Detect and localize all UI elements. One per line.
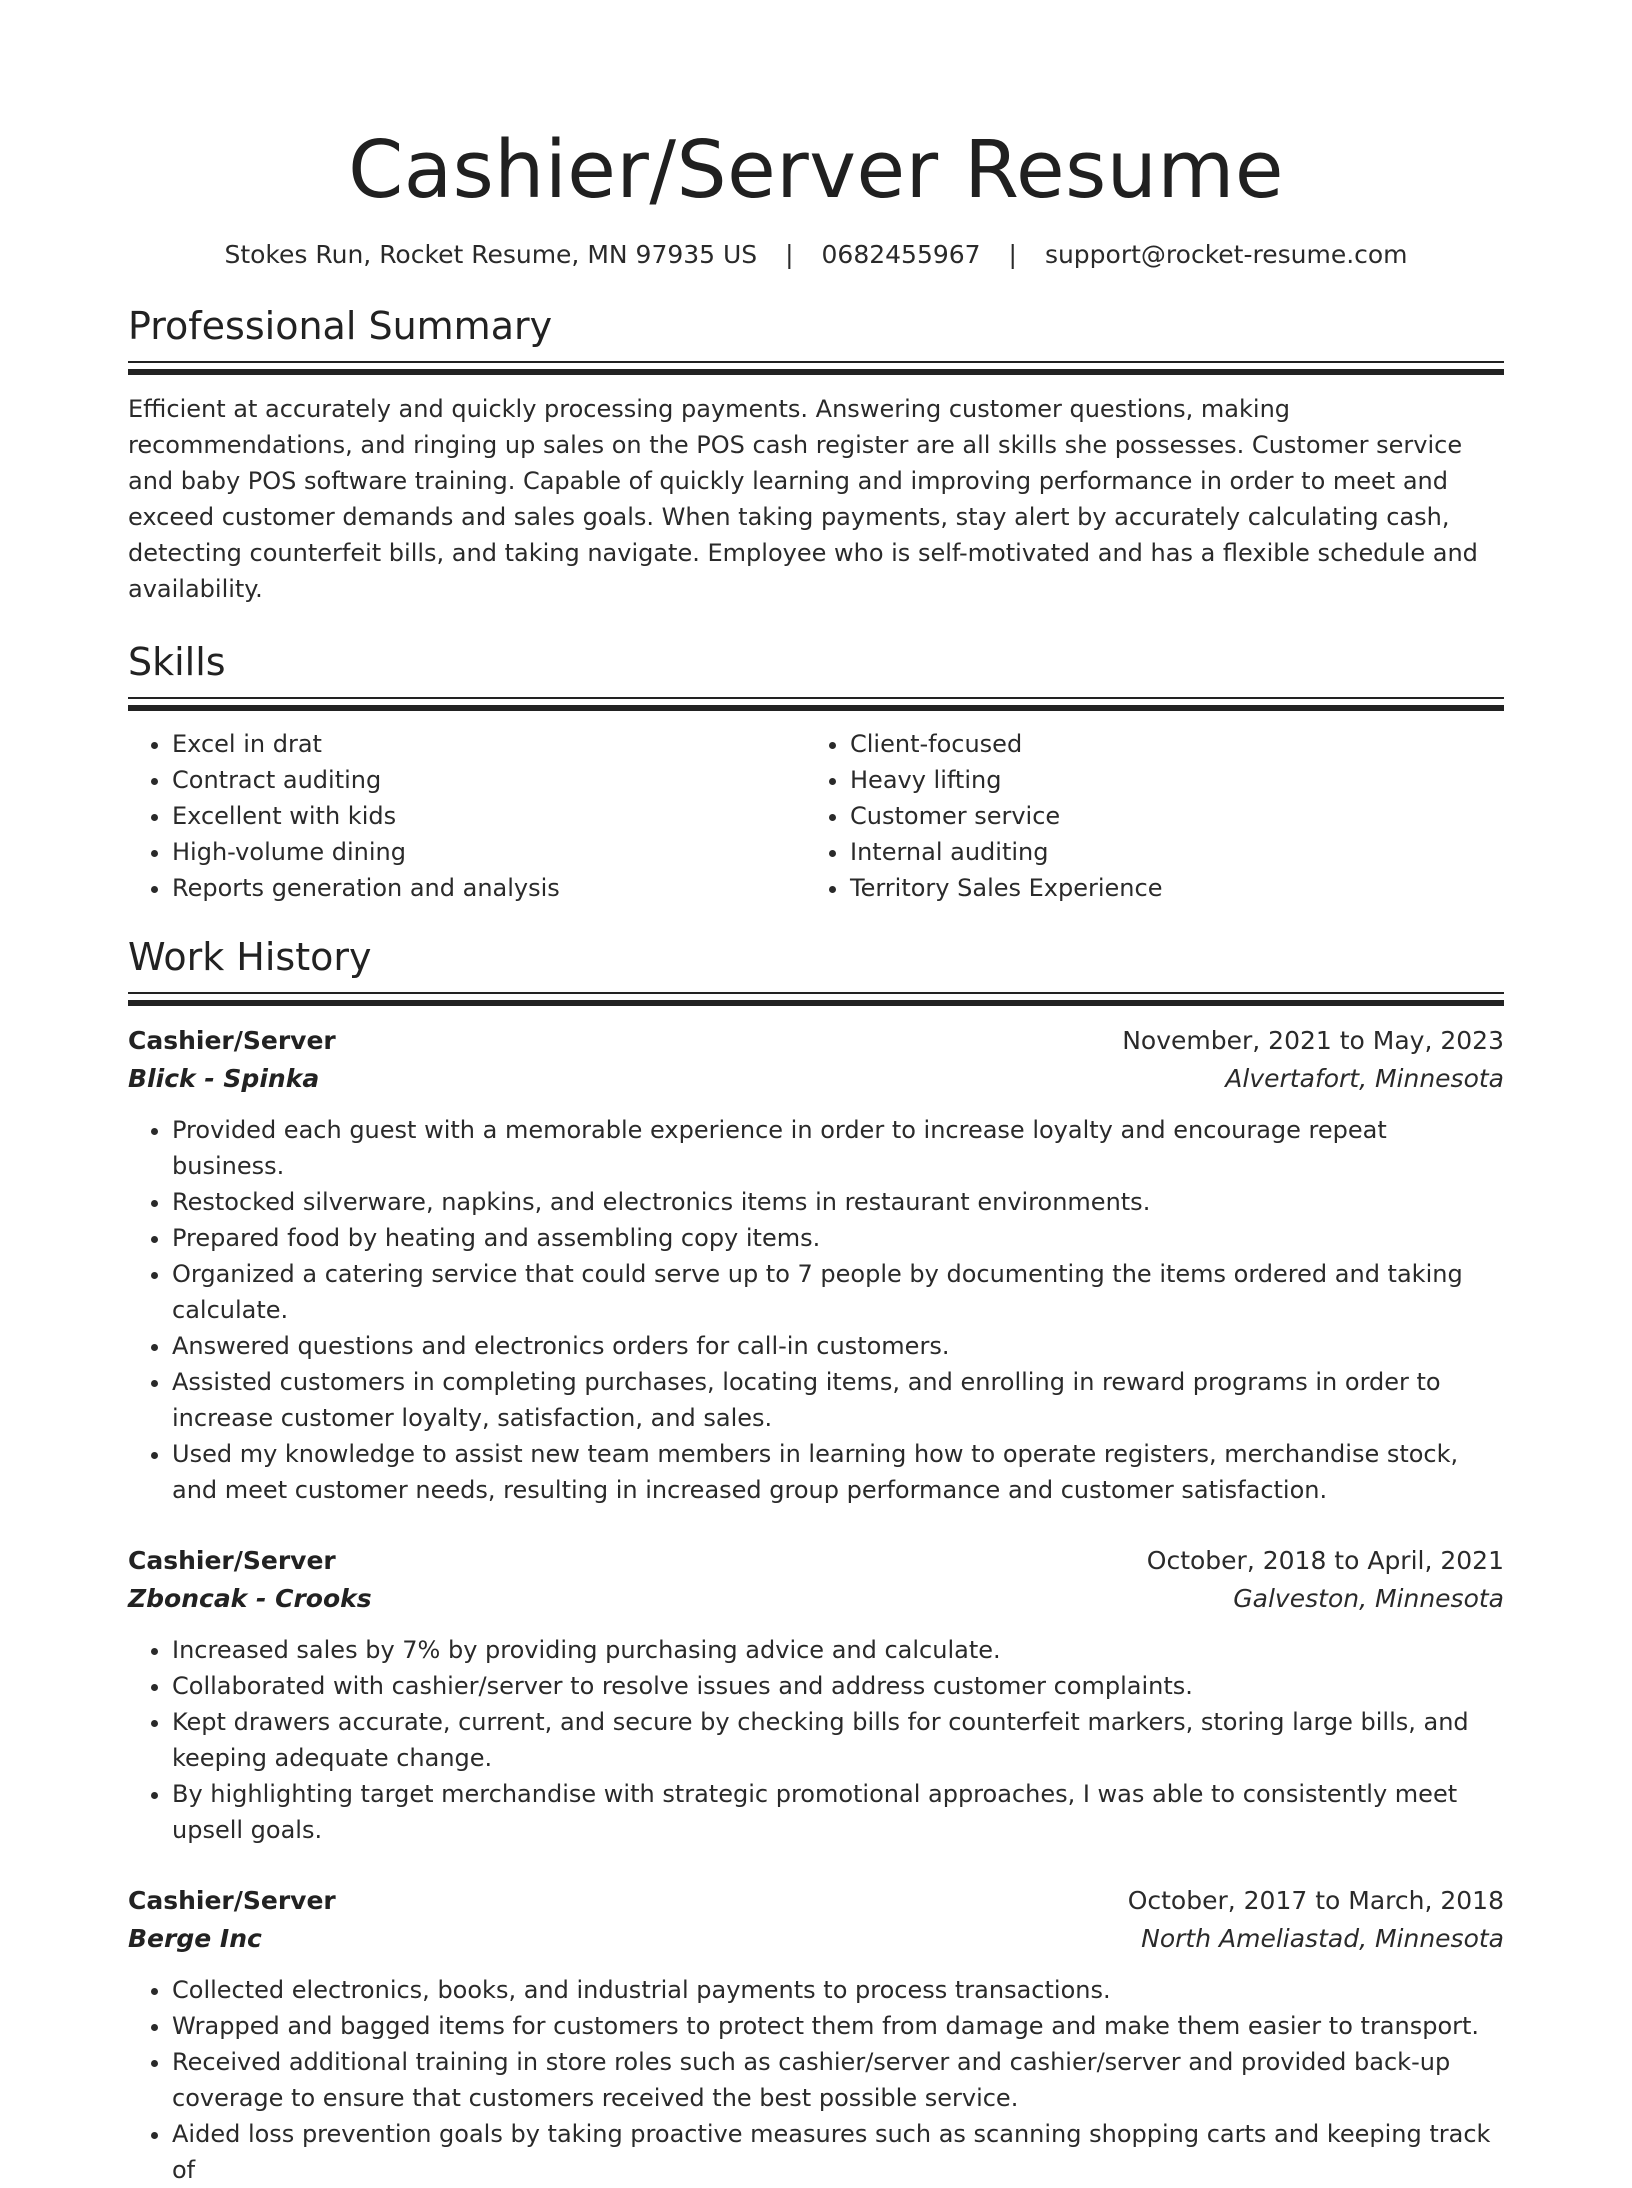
job-bullet: • Increased sales by 7% by providing purchasing advice and calculate. [172,1632,1504,1668]
job-header [128,1882,1504,1920]
job-company: Zboncak - Crooks [128,1584,372,1613]
job-header [128,1022,1504,1060]
job-bullet: • Prepared food by heating and assembling copy items. [172,1220,1504,1256]
job-entry [128,1542,1504,1848]
skills-heading: Skills [128,640,226,684]
section-divider-thick [128,369,1504,375]
job-bullet: • Assisted customers in completing purchases, locating items, and enrolling in reward programs in order to increase customer loyalty, satisfaction, and sales. [172,1364,1504,1436]
job-entry [128,1022,1504,1508]
skill-item: • Internal auditing [850,834,1484,870]
skills-section [128,639,1504,906]
skills-list-right [806,726,1484,906]
contact-phone: 0682455967 [821,240,981,269]
contact-address: Stokes Run, Rocket Resume, MN 97935 US [224,240,758,269]
skills-columns [128,726,1504,906]
job-subheader [128,1580,1504,1618]
job-bullet: • Aided loss prevention goals by taking proactive measures such as scanning shopping carts and keeping track of [172,2116,1504,2188]
skill-item: • High-volume dining [172,834,806,870]
job-bullet: • Wrapped and bagged items for customers to protect them from damage and make them easier to transport. [172,2008,1504,2044]
section-divider-thin [128,361,1504,363]
skill-item: • Contract auditing [172,762,806,798]
job-bullets [128,1112,1504,1508]
job-bullet: • Collaborated with cashier/server to resolve issues and address customer complaints. [172,1668,1504,1704]
job-header [128,1542,1504,1580]
skill-item: • Heavy lifting [850,762,1484,798]
contact-email: support@rocket-resume.com [1044,240,1408,269]
resume-title: Cashier/Server Resume [348,124,1284,216]
skill-item: • Territory Sales Experience [850,870,1484,906]
job-bullet: • Kept drawers accurate, current, and secure by checking bills for counterfeit markers, storing large bills, and keeping adequate change. [172,1704,1504,1776]
job-title: Cashier/Server [128,1546,336,1575]
job-location: Galveston, Minnesota [1233,1584,1504,1613]
job-subheader [128,1920,1504,1958]
job-bullet: • Received additional training in store roles such as cashier/server and cashier/server and provided back-up coverage to ensure that customers received the best possible service. [172,2044,1504,2116]
skill-item: • Reports generation and analysis [172,870,806,906]
job-subheader [128,1060,1504,1098]
job-bullet: • Provided each guest with a memorable experience in order to increase loyalty and encourage repeat business. [172,1112,1504,1184]
job-entry [128,1882,1504,2188]
job-location: North Ameliastad, Minnesota [1141,1924,1504,1953]
job-dates: October, 2017 to March, 2018 [1127,1886,1504,1915]
work-history-heading: Work History [128,935,372,979]
contact-separator: | [785,240,794,269]
summary-text: Efficient at accurately and quickly processing payments. Answering customer questions, making recommendations, and ringing up sales on the POS cash register are all skills she possesses. Customer service and baby POS software training. Capable of quickly learning and improving performance in order to meet and exceed customer demands and sales goals. When taking payments, stay alert by accurately calculating cash, detecting counterfeit bills, and taking navigate. Employee who is self-motivated and has a flexible schedule and availability. [128,395,1478,603]
summary-heading: Professional Summary [128,304,553,348]
contact-separator: | [1008,240,1017,269]
resume-content [128,0,1504,2188]
job-bullet: • Organized a catering service that could serve up to 7 people by documenting the items ordered and taking calculate. [172,1256,1504,1328]
contact-line [128,239,1504,271]
skill-item: • Excel in drat [172,726,806,762]
skill-item: • Excellent with kids [172,798,806,834]
skill-item: • Client-focused [850,726,1484,762]
work-history-section [128,934,1504,2188]
job-company: Blick - Spinka [128,1064,320,1093]
job-bullets [128,1972,1504,2188]
job-bullet: • Collected electronics, books, and industrial payments to process transactions. [172,1972,1504,2008]
job-title: Cashier/Server [128,1026,336,1055]
job-bullet: • Answered questions and electronics orders for call-in customers. [172,1328,1504,1364]
skills-list-left [128,726,806,906]
job-bullet: • Used my knowledge to assist new team members in learning how to operate registers, merchandise stock, and meet customer needs, resulting in increased group performance and customer satisfaction. [172,1436,1504,1508]
job-location: Alvertafort, Minnesota [1225,1064,1504,1093]
job-dates: November, 2021 to May, 2023 [1122,1026,1504,1055]
job-title: Cashier/Server [128,1886,336,1915]
section-divider-thin [128,697,1504,699]
job-company: Berge Inc [128,1924,262,1953]
job-dates: October, 2018 to April, 2021 [1146,1546,1504,1575]
job-bullets [128,1632,1504,1848]
section-divider-thick [128,1000,1504,1006]
summary-section [128,303,1504,607]
job-bullet: • Restocked silverware, napkins, and electronics items in restaurant environments. [172,1184,1504,1220]
skill-item: • Customer service [850,798,1484,834]
section-divider-thick [128,705,1504,711]
section-divider-thin [128,992,1504,994]
job-bullet: • By highlighting target merchandise with strategic promotional approaches, I was able to consistently meet upsell goals. [172,1776,1504,1848]
